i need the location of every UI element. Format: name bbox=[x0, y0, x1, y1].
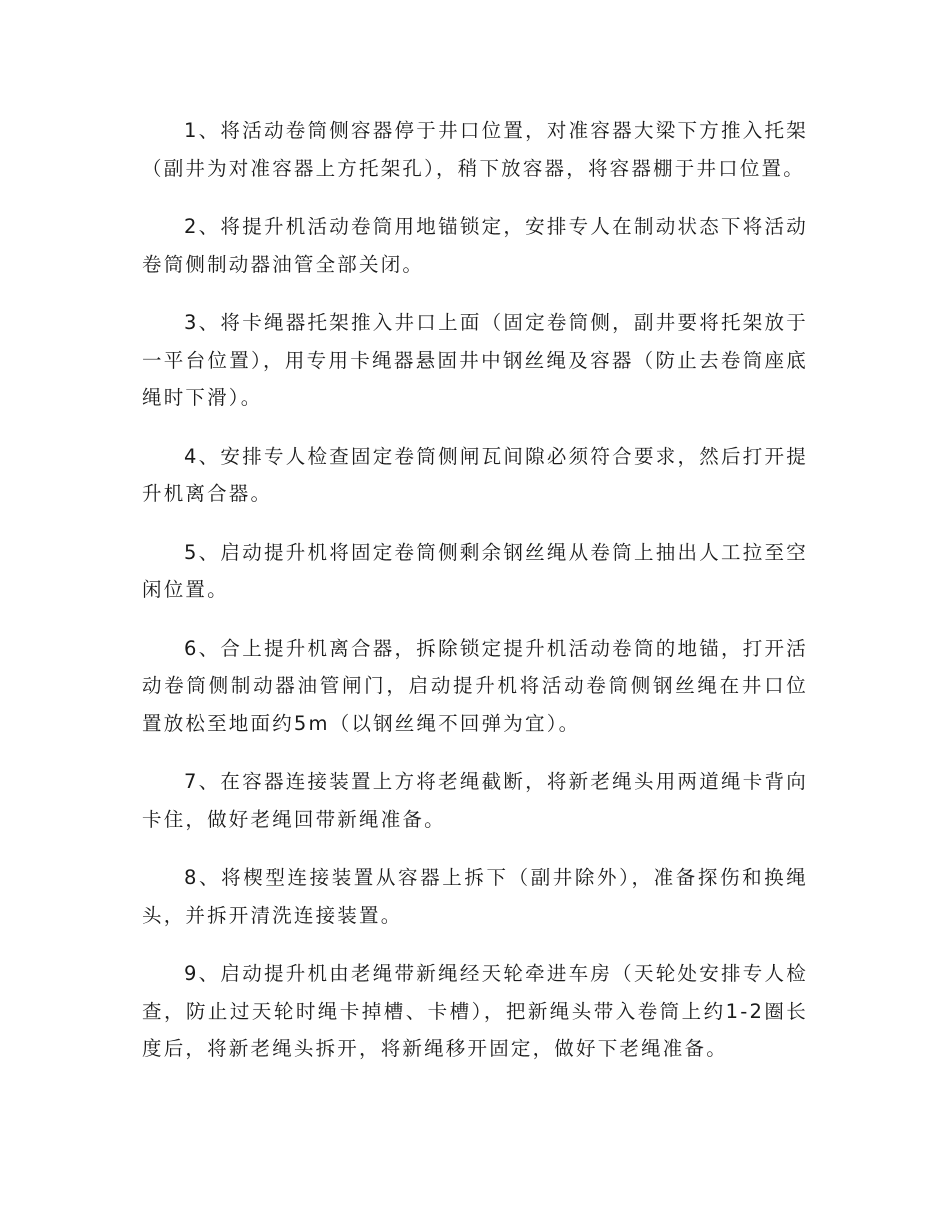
paragraph-step-7: 7、在容器连接装置上方将老绳截断，将新老绳头用两道绳卡背向卡住，做好老绳回带新绳准备。 bbox=[142, 770, 808, 831]
paragraph-step-6: 6、合上提升机离合器，拆除锁定提升机活动卷筒的地锚，打开活动卷筒侧制动器油管闸门，启动提升机将活动卷筒侧钢丝绳在井口位置放松至地面约5m（以钢丝绳不回弹为宜）。 bbox=[142, 636, 808, 735]
paragraph-step-4: 4、安排专人检查固定卷筒侧闸瓦间隙必须符合要求，然后打开提升机离合器。 bbox=[142, 444, 808, 505]
paragraph-step-8: 8、将楔型连接装置从容器上拆下（副井除外），准备探伤和换绳头，并拆开清洗连接装置。 bbox=[142, 866, 808, 927]
paragraph-step-9: 9、启动提升机由老绳带新绳经天轮牵进车房（天轮处安排专人检查，防止过天轮时绳卡掉槽、卡槽），把新绳头带入卷筒上约1-2圈长度后，将新老绳头拆开，将新绳移开固定，做好下老绳准备。 bbox=[142, 962, 808, 1060]
paragraph-step-1: 1、将活动卷筒侧容器停于井口位置，对准容器大梁下方推入托架（副井为对准容器上方托架孔），稍下放容器，将容器棚于井口位置。 bbox=[142, 119, 808, 180]
paragraph-step-2: 2、将提升机活动卷筒用地锚锁定，安排专人在制动状态下将活动卷筒侧制动器油管全部关闭。 bbox=[142, 215, 808, 276]
paragraph-step-3: 3、将卡绳器托架推入井口上面（固定卷筒侧，副井要将托架放于一平台位置），用专用卡绳器悬固井中钢丝绳及容器（防止去卷筒座底绳时下滑）。 bbox=[142, 311, 808, 409]
document-body bbox=[142, 112, 808, 1089]
paragraph-step-5: 5、启动提升机将固定卷筒侧剩余钢丝绳从卷筒上抽出人工拉至空闲位置。 bbox=[142, 540, 808, 601]
